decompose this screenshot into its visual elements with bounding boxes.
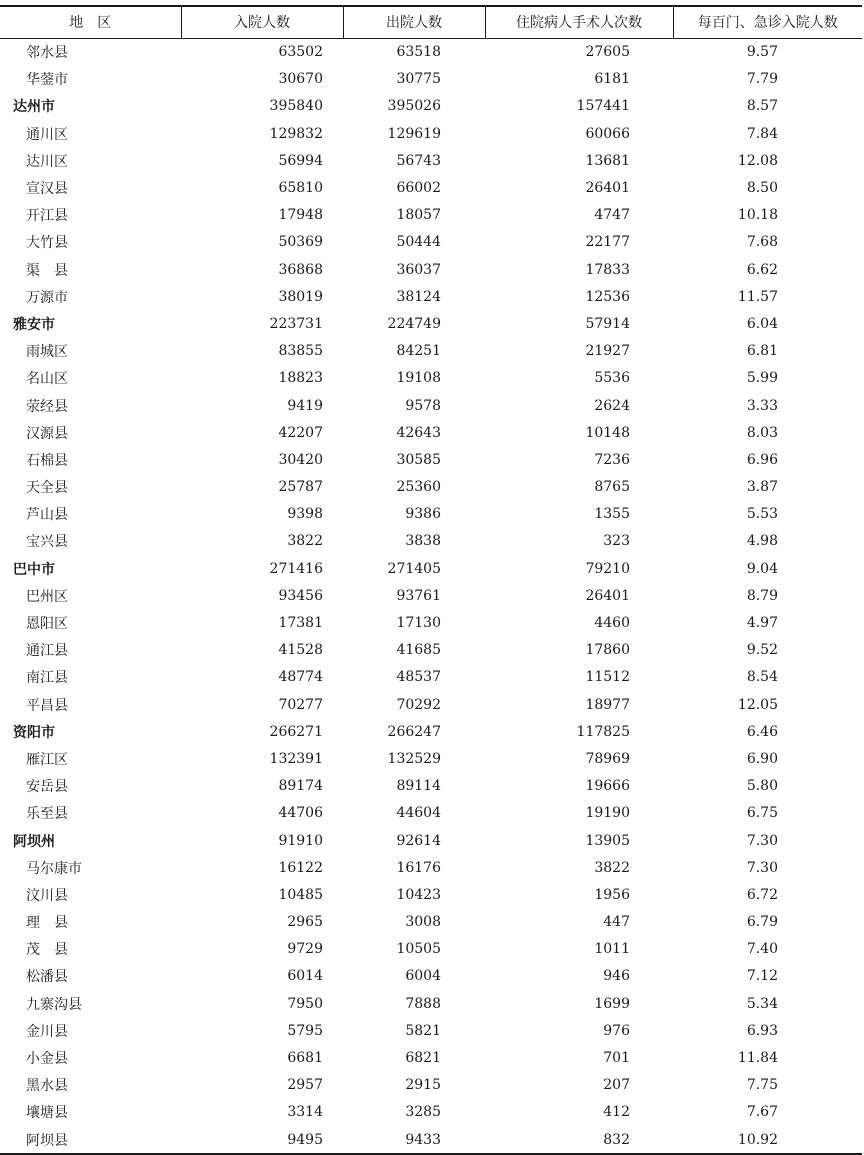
table-row	[0, 338, 862, 365]
surgeries-cell: 207	[603, 1077, 630, 1094]
surgeries-cell: 976	[603, 1022, 630, 1039]
surgeries-cell: 18977	[585, 696, 630, 713]
table-row	[0, 474, 862, 501]
region-cell: 宝兴县	[26, 534, 68, 551]
table-row	[0, 609, 862, 636]
discharges-cell: 18057	[396, 207, 441, 224]
region-cell: 宣汉县	[26, 181, 68, 198]
city-row	[0, 827, 862, 854]
discharges-cell: 10505	[396, 941, 441, 958]
admission-rate-cell: 7.67	[746, 1104, 778, 1121]
table-row	[0, 1044, 862, 1071]
admissions-cell: 129832	[269, 125, 323, 142]
region-cell: 芦山县	[26, 507, 68, 524]
table-row	[0, 229, 862, 256]
region-cell: 阿坝县	[0, 1126, 181, 1154]
discharges-cell: 2915	[405, 1077, 441, 1094]
discharges-cell: 9578	[405, 397, 441, 414]
discharges-cell: 10423	[396, 886, 441, 903]
admissions-cell: 83855	[278, 343, 323, 360]
region-cell: 恩阳区	[26, 616, 68, 633]
surgeries-cell: 8765	[594, 479, 630, 496]
admission-rate-cell: 5.99	[746, 370, 778, 387]
surgeries-cell: 832	[485, 1126, 673, 1154]
surgeries-cell: 1355	[594, 506, 630, 523]
header-surgeries: 住院病人手术人次数	[485, 6, 673, 38]
surgeries-cell: 946	[603, 968, 630, 985]
table-body	[0, 38, 862, 1154]
admissions-cell: 48774	[278, 669, 323, 686]
admission-rate-cell: 6.04	[746, 315, 778, 332]
discharges-cell: 224749	[387, 315, 441, 332]
region-cell: 通江县	[26, 643, 68, 660]
admission-rate-cell: 5.34	[746, 995, 778, 1012]
table-row	[0, 990, 862, 1017]
city-row	[0, 718, 862, 745]
admissions-cell: 2957	[287, 1077, 323, 1094]
admissions-cell: 7950	[287, 995, 323, 1012]
table-row	[0, 773, 862, 800]
surgeries-cell: 7236	[594, 451, 630, 468]
region-cell: 九寨沟县	[26, 996, 82, 1013]
discharges-cell: 19108	[396, 370, 441, 387]
surgeries-cell: 701	[603, 1050, 630, 1067]
admissions-cell: 56994	[278, 152, 323, 169]
admission-rate-cell: 7.79	[746, 71, 778, 88]
region-cell: 阿坝州	[13, 833, 55, 850]
region-cell: 茂 县	[26, 942, 68, 959]
discharges-cell: 25360	[396, 479, 441, 496]
surgeries-cell: 2624	[594, 397, 630, 414]
discharges-cell: 266247	[387, 723, 441, 740]
discharges-cell: 17130	[396, 615, 441, 632]
admissions-cell: 5795	[287, 1022, 323, 1039]
discharges-cell: 129619	[387, 125, 441, 142]
region-cell: 壤塘县	[26, 1105, 68, 1122]
admissions-cell: 93456	[278, 587, 323, 604]
region-cell: 石棉县	[26, 452, 68, 469]
city-row	[0, 93, 862, 120]
admissions-cell: 6014	[287, 968, 323, 985]
header-discharges: 出院人数	[343, 6, 485, 38]
admission-rate-cell: 9.04	[746, 560, 778, 577]
admission-rate-cell: 9.57	[746, 44, 778, 61]
table-row	[0, 936, 862, 963]
discharges-cell: 395026	[387, 98, 441, 115]
table-row	[0, 800, 862, 827]
admission-rate-cell: 7.30	[746, 832, 778, 849]
surgeries-cell: 19190	[585, 805, 630, 822]
surgeries-cell: 57914	[585, 315, 630, 332]
admission-rate-cell: 6.62	[746, 261, 778, 278]
admission-rate-cell: 8.79	[746, 587, 778, 604]
discharges-cell: 38124	[396, 288, 441, 305]
surgeries-cell: 22177	[585, 234, 630, 251]
surgeries-cell: 26401	[585, 180, 630, 197]
discharges-cell: 6821	[405, 1050, 441, 1067]
region-cell: 松潘县	[26, 969, 68, 986]
admission-rate-cell: 10.18	[737, 207, 778, 224]
admissions-cell: 3314	[287, 1104, 323, 1121]
table-row	[0, 1126, 862, 1154]
table-row	[0, 120, 862, 147]
admissions-cell: 6681	[287, 1050, 323, 1067]
table-row	[0, 909, 862, 936]
surgeries-cell: 27605	[585, 44, 630, 61]
surgeries-cell: 1956	[594, 886, 630, 903]
admission-rate-cell: 6.96	[746, 451, 778, 468]
table-row	[0, 446, 862, 473]
table-row	[0, 283, 862, 310]
admissions-cell: 10485	[278, 886, 323, 903]
admissions-cell: 17381	[278, 615, 323, 632]
surgeries-cell: 26401	[585, 587, 630, 604]
region-cell: 通川区	[26, 126, 68, 143]
admissions-cell: 42207	[278, 424, 323, 441]
table-row	[0, 1017, 862, 1044]
surgeries-cell: 19666	[585, 778, 630, 795]
region-cell: 荥经县	[26, 398, 68, 415]
discharges-cell: 92614	[396, 832, 441, 849]
admissions-cell: 266271	[269, 723, 323, 740]
surgeries-cell: 4460	[594, 615, 630, 632]
surgeries-cell: 78969	[585, 750, 630, 767]
admissions-cell: 50369	[278, 234, 323, 251]
table-row	[0, 256, 862, 283]
table-row	[0, 691, 862, 718]
admissions-cell: 38019	[278, 288, 323, 305]
discharges-cell: 3008	[405, 914, 441, 931]
discharges-cell: 36037	[396, 261, 441, 278]
discharges-cell: 66002	[396, 180, 441, 197]
header-region: 地 区	[0, 6, 181, 38]
region-cell: 巴中市	[13, 561, 55, 578]
admissions-cell: 89174	[278, 778, 323, 795]
admission-rate-cell: 11.84	[737, 1050, 778, 1067]
table-row	[0, 528, 862, 555]
surgeries-cell: 13681	[585, 152, 630, 169]
admission-rate-cell: 3.87	[746, 479, 778, 496]
admission-rate-cell: 6.90	[746, 750, 778, 767]
admission-rate-cell: 7.40	[746, 941, 778, 958]
city-row	[0, 555, 862, 582]
table-row	[0, 637, 862, 664]
table-row	[0, 854, 862, 881]
admission-rate-cell: 7.75	[746, 1077, 778, 1094]
surgeries-cell: 21927	[585, 343, 630, 360]
admissions-cell: 395840	[269, 98, 323, 115]
discharges-cell: 5821	[405, 1022, 441, 1039]
admissions-cell: 2965	[287, 914, 323, 931]
surgeries-cell: 5536	[594, 370, 630, 387]
admissions-cell: 91910	[278, 832, 323, 849]
discharges-cell: 7888	[405, 995, 441, 1012]
admissions-cell: 25787	[278, 479, 323, 496]
region-cell: 天全县	[26, 480, 68, 497]
hospital-statistics-table	[0, 5, 862, 1155]
admissions-cell: 132391	[269, 750, 323, 767]
region-cell: 乐至县	[26, 806, 68, 823]
discharges-cell: 16176	[396, 859, 441, 876]
admission-rate-cell: 11.57	[737, 288, 778, 305]
discharges-cell: 9386	[405, 506, 441, 523]
region-cell: 邻水县	[26, 45, 68, 62]
surgeries-cell: 117825	[576, 723, 630, 740]
region-cell: 资阳市	[13, 724, 55, 741]
admissions-cell: 30420	[278, 451, 323, 468]
surgeries-cell: 17833	[585, 261, 630, 278]
discharges-cell: 9433	[343, 1126, 485, 1154]
discharges-cell: 89114	[396, 778, 441, 795]
discharges-cell: 48537	[396, 669, 441, 686]
admissions-cell: 36868	[278, 261, 323, 278]
admission-rate-cell: 6.93	[746, 1022, 778, 1039]
discharges-cell: 93761	[396, 587, 441, 604]
table-row	[0, 963, 862, 990]
admission-rate-cell: 5.80	[746, 778, 778, 795]
admissions-cell: 63502	[278, 44, 323, 61]
admissions-cell: 16122	[278, 859, 323, 876]
surgeries-cell: 17860	[585, 642, 630, 659]
admission-rate-cell: 8.54	[746, 669, 778, 686]
admission-rate-cell: 12.08	[737, 152, 778, 169]
surgeries-cell: 6181	[594, 71, 630, 88]
admissions-cell: 44706	[278, 805, 323, 822]
discharges-cell: 132529	[387, 750, 441, 767]
admission-rate-cell: 5.53	[746, 506, 778, 523]
surgeries-cell: 1011	[594, 941, 630, 958]
table-row	[0, 38, 862, 66]
region-cell: 理 县	[26, 915, 68, 932]
admissions-cell: 30670	[278, 71, 323, 88]
region-cell: 渠 县	[26, 262, 68, 279]
region-cell: 名山区	[26, 371, 68, 388]
admission-rate-cell: 6.72	[746, 886, 778, 903]
discharges-cell: 6004	[405, 968, 441, 985]
region-cell: 华蓥市	[26, 72, 68, 89]
admissions-cell: 3822	[287, 533, 323, 550]
city-row	[0, 310, 862, 337]
admissions-cell: 18823	[278, 370, 323, 387]
surgeries-cell: 12536	[585, 288, 630, 305]
surgeries-cell: 412	[603, 1104, 630, 1121]
table-row	[0, 147, 862, 174]
admissions-cell: 223731	[269, 315, 323, 332]
region-cell: 巴州区	[26, 588, 68, 605]
table-row	[0, 1099, 862, 1126]
surgeries-cell: 60066	[585, 125, 630, 142]
admission-rate-cell: 6.81	[746, 343, 778, 360]
region-cell: 平昌县	[26, 697, 68, 714]
admission-rate-cell: 6.46	[746, 723, 778, 740]
region-cell: 达川区	[26, 153, 68, 170]
admission-rate-cell: 7.84	[746, 125, 778, 142]
discharges-cell: 63518	[396, 44, 441, 61]
admission-rate-cell: 4.97	[746, 615, 778, 632]
region-cell: 大竹县	[26, 235, 68, 252]
surgeries-cell: 447	[603, 914, 630, 931]
discharges-cell: 41685	[396, 642, 441, 659]
discharges-cell: 30585	[396, 451, 441, 468]
region-cell: 雁江区	[26, 751, 68, 768]
admission-rate-cell: 6.75	[746, 805, 778, 822]
table-row	[0, 66, 862, 93]
admission-rate-cell: 7.30	[746, 859, 778, 876]
surgeries-cell: 4747	[594, 207, 630, 224]
admission-rate-cell: 8.57	[746, 98, 778, 115]
region-cell: 马尔康市	[26, 860, 82, 877]
region-cell: 达州市	[13, 99, 55, 116]
table-row	[0, 881, 862, 908]
admission-rate-cell: 4.98	[746, 533, 778, 550]
admissions-cell: 271416	[269, 560, 323, 577]
discharges-cell: 3285	[405, 1104, 441, 1121]
admission-rate-cell: 9.52	[746, 642, 778, 659]
region-cell: 雨城区	[26, 344, 68, 361]
table-row	[0, 419, 862, 446]
discharges-cell: 56743	[396, 152, 441, 169]
surgeries-cell: 323	[603, 533, 630, 550]
admissions-cell: 41528	[278, 642, 323, 659]
table-header	[0, 6, 862, 38]
admission-rate-cell: 12.05	[737, 696, 778, 713]
region-cell: 小金县	[26, 1051, 68, 1068]
discharges-cell: 3838	[405, 533, 441, 550]
region-cell: 万源市	[26, 289, 68, 306]
discharges-cell: 44604	[396, 805, 441, 822]
table-row	[0, 392, 862, 419]
header-row	[0, 6, 862, 38]
table-row	[0, 582, 862, 609]
admission-rate-cell: 7.12	[746, 968, 778, 985]
region-cell: 开江县	[26, 208, 68, 225]
surgeries-cell: 10148	[585, 424, 630, 441]
surgeries-cell: 157441	[576, 98, 630, 115]
admissions-cell: 9419	[287, 397, 323, 414]
discharges-cell: 70292	[396, 696, 441, 713]
admissions-cell: 9729	[287, 941, 323, 958]
region-cell: 南江县	[26, 670, 68, 687]
table-row	[0, 745, 862, 772]
header-admission-rate: 每百门、急诊入院人数	[673, 6, 862, 38]
table-row	[0, 174, 862, 201]
table-row	[0, 501, 862, 528]
surgeries-cell: 3822	[594, 859, 630, 876]
admission-rate-cell: 7.68	[746, 234, 778, 251]
admissions-cell: 65810	[278, 180, 323, 197]
table-row	[0, 664, 862, 691]
region-cell: 黑水县	[26, 1078, 68, 1095]
admissions-cell: 17948	[278, 207, 323, 224]
admission-rate-cell: 8.03	[746, 424, 778, 441]
header-admissions: 入院人数	[181, 6, 343, 38]
discharges-cell: 42643	[396, 424, 441, 441]
table-row	[0, 202, 862, 229]
region-cell: 金川县	[26, 1023, 68, 1040]
surgeries-cell: 1699	[594, 995, 630, 1012]
region-cell: 雅安市	[13, 316, 55, 333]
admissions-cell: 70277	[278, 696, 323, 713]
discharges-cell: 30775	[396, 71, 441, 88]
table-row	[0, 1072, 862, 1099]
discharges-cell: 50444	[396, 234, 441, 251]
discharges-cell: 84251	[396, 343, 441, 360]
surgeries-cell: 11512	[585, 669, 630, 686]
region-cell: 汶川县	[26, 887, 68, 904]
surgeries-cell: 13905	[585, 832, 630, 849]
admission-rate-cell: 10.92	[673, 1126, 862, 1154]
admission-rate-cell: 6.79	[746, 914, 778, 931]
admission-rate-cell: 8.50	[746, 180, 778, 197]
discharges-cell: 271405	[387, 560, 441, 577]
table-row	[0, 365, 862, 392]
region-cell: 汉源县	[26, 425, 68, 442]
surgeries-cell: 79210	[585, 560, 630, 577]
admission-rate-cell: 3.33	[746, 397, 778, 414]
region-cell: 安岳县	[26, 779, 68, 796]
admissions-cell: 9495	[181, 1126, 343, 1154]
admissions-cell: 9398	[287, 506, 323, 523]
